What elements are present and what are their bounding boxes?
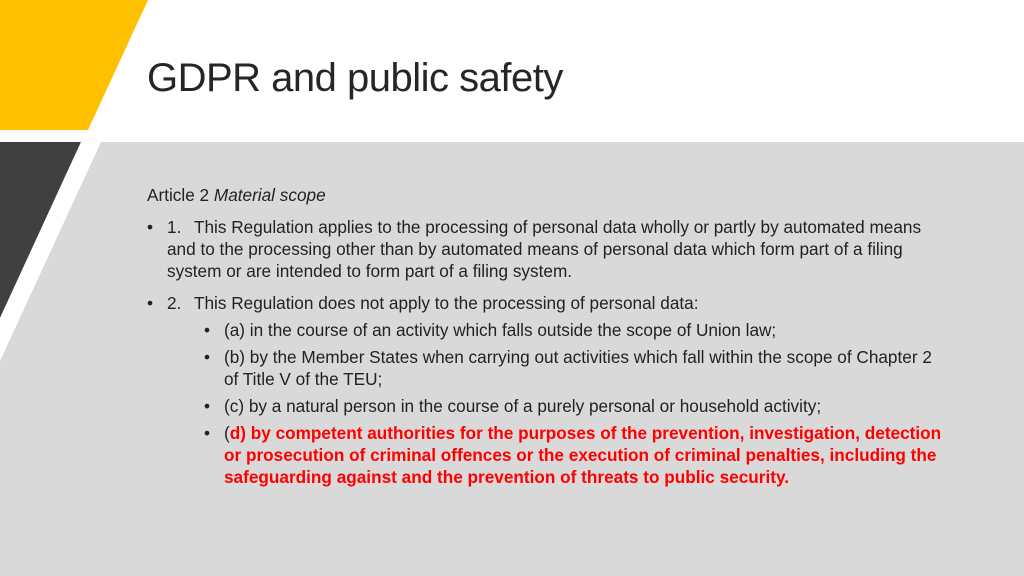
subitem-text: (b) by the Member States when carrying out activities which fall within the scope of Chapter 2 of Title V of the TEU; [224,347,932,389]
sub-list [167,319,947,488]
slide-title: GDPR and public safety [147,56,563,100]
bullet-icon: • [204,396,211,416]
bullet-icon: • [204,423,211,443]
article-paragraphs [147,216,947,488]
sub-list-item [167,422,947,488]
paragraph-text: This Regulation does not apply to the processing of personal data: [194,293,699,313]
slide-body [147,184,947,498]
article-scope: Material scope [213,185,326,205]
paragraph-number: 2. [167,293,182,313]
paragraph-text: This Regulation applies to the processing of personal data wholly or partly by automated means and to the processing other than by automated means of personal data which form part of a filing system or are intended to form part of a filing system. [167,217,922,281]
list-item [147,216,947,282]
sub-list-item [167,395,947,417]
subitem-text: (a) in the course of an activity which falls outside the scope of Union law; [224,320,777,340]
article-heading [147,184,947,206]
article-label: Article 2 [147,185,210,205]
bullet-icon: • [204,320,211,340]
subitem-prefix: ( [224,423,230,443]
bullet-icon: • [147,293,154,313]
subitem-text: (c) by a natural person in the course of a purely personal or household activity; [224,396,822,416]
list-item [147,292,947,488]
yellow-accent-shape [0,0,148,130]
highlighted-subitem-text: d) by competent authorities for the purposes of the prevention, investigation, detection or prosecution of criminal offences or the execution of criminal penalties, including the safeguarding against and the prevention of threats to public security. [224,423,942,487]
sub-list-item [167,346,947,390]
bullet-icon: • [204,347,211,367]
paragraph-number: 1. [167,217,182,237]
bullet-icon: • [147,217,154,237]
sub-list-item [167,319,947,341]
